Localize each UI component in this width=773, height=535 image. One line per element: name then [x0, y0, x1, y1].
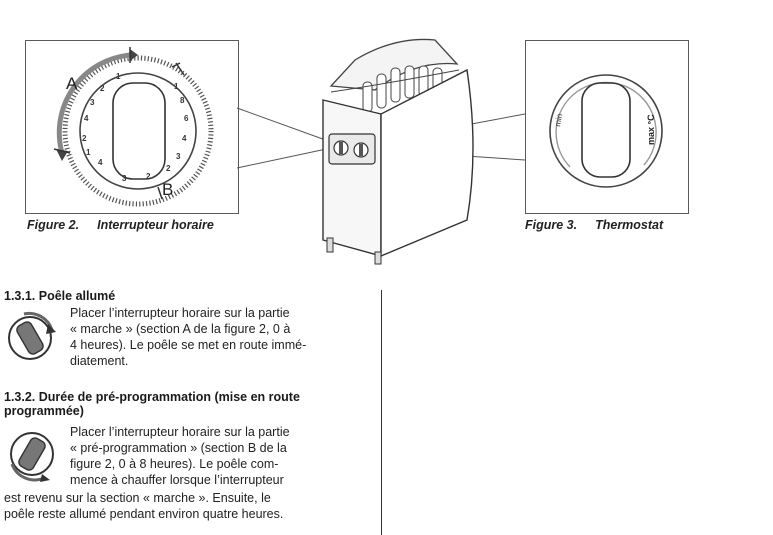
figure-3-label: Figure 3. [525, 218, 578, 232]
section-2-heading [4, 390, 364, 418]
dial-number: 3 [90, 98, 95, 107]
dial-number: 1 [86, 148, 91, 157]
figure-2-frame [25, 40, 239, 214]
dial-number: 1 [174, 82, 179, 91]
marker-b: B [162, 180, 174, 199]
thermostat-min-label: min [553, 113, 565, 128]
section-2-line: poêle reste allumé pendant environ quatre heures. [4, 507, 284, 521]
knob-preprogram-icon [4, 424, 64, 484]
knob-on-icon [4, 308, 60, 364]
figure-3-frame [525, 40, 689, 214]
dial-number: 2 [146, 172, 151, 181]
dial-number: 2 [100, 84, 105, 93]
section-2-line: mence à chauffer lorsque l’interrupteur [70, 473, 284, 487]
thermostat-dial-illustration [526, 41, 688, 213]
section-2-heading-line: 1.3.2. Durée de pré-programmation (mise en route [4, 390, 300, 404]
figure-3-caption [525, 218, 663, 232]
figure-2-caption [27, 218, 214, 232]
section-1-line: diatement. [70, 354, 129, 368]
section-2-line: figure 2, 0 à 8 heures). Le poêle com- [70, 457, 279, 471]
figure-2-label: Figure 2. [27, 218, 80, 232]
dial-number: 8 [180, 96, 185, 105]
section-1-line: 4 heures). Le poêle se met en route immé- [70, 338, 307, 352]
dial-number: 2 [82, 134, 87, 143]
section-2-text-indented [70, 424, 364, 488]
section-2-line: est revenu sur la section « marche ». Ensuite, le [4, 491, 271, 505]
section-2-line: Placer l’interrupteur horaire sur la partie [70, 425, 290, 439]
section-1-line: « marche » (section A de la figure 2, 0 à [70, 322, 291, 336]
dial-number: 1 [116, 72, 121, 81]
section-1-line: Placer l’interrupteur horaire sur la partie [70, 306, 290, 320]
thermostat-max-label: max °C [646, 114, 656, 145]
dial-number: 2 [166, 164, 171, 173]
dial-number: 4 [182, 134, 187, 143]
marker-a: A [66, 74, 78, 93]
dial-number: 4 [98, 158, 103, 167]
column-divider [381, 290, 382, 535]
dial-number: 3 [122, 174, 127, 183]
figure-2-title: Interrupteur horaire [97, 218, 214, 232]
section-2-line: « pré-programmation » (section B de la [70, 441, 287, 455]
section-2-text-full [4, 490, 364, 522]
dial-number: 3 [176, 152, 181, 161]
heater-illustration [235, 30, 527, 266]
figure-3-title: Thermostat [595, 218, 664, 232]
timer-dial-illustration [26, 41, 238, 213]
dial-number: 6 [184, 114, 189, 123]
section-2-heading-line: programmée) [4, 404, 84, 418]
dial-number: 4 [84, 114, 89, 123]
section-1-heading: 1.3.1. Poêle allumé [4, 289, 116, 303]
section-1-text [70, 305, 364, 369]
